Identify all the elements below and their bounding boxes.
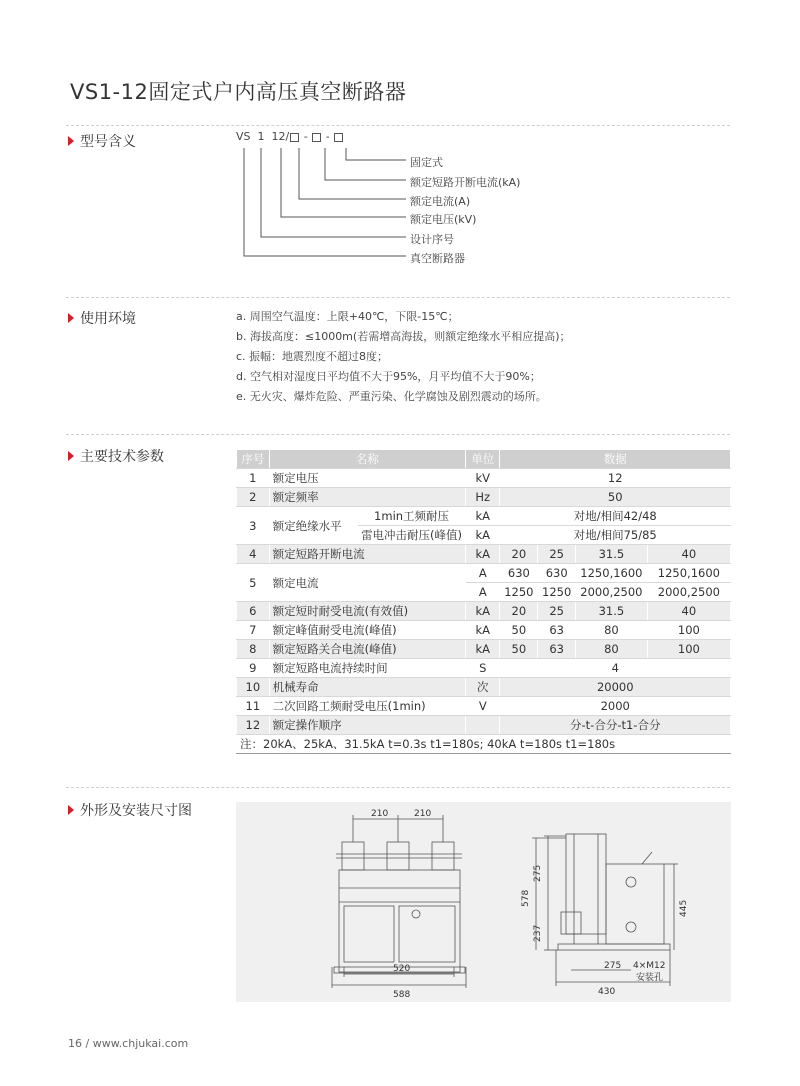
dim-label: 520 bbox=[393, 964, 411, 974]
table-row: 9 额定短路电流持续时间 S 4 bbox=[237, 659, 731, 678]
box-icon bbox=[290, 133, 299, 142]
dim-label: 210 bbox=[371, 809, 389, 819]
env-item: a. 周围空气温度：上限+40℃，下限-15℃； bbox=[236, 310, 459, 323]
dim-label: 275 bbox=[604, 961, 622, 971]
section-env-heading: 使用环境 bbox=[68, 308, 136, 328]
arrow-icon bbox=[68, 136, 74, 146]
arrow-icon bbox=[68, 805, 74, 815]
table-row: 1 额定电压 kV 12 bbox=[237, 469, 731, 488]
front-body bbox=[339, 870, 460, 972]
box-icon bbox=[312, 133, 321, 142]
dim-label: 578 bbox=[521, 889, 531, 907]
env-item: d. 空气相对湿度日平均值不大于95%，月平均值不大于90%； bbox=[236, 370, 541, 383]
dimension-drawing bbox=[236, 802, 731, 1002]
table-note-row: 注：20kA、25kA、31.5kA t=0.3s t1=180s; 40kA t=180s t1=180s bbox=[237, 735, 731, 754]
side-pole bbox=[566, 834, 606, 934]
legend-item: 额定短路开断电流(kA) bbox=[410, 176, 521, 189]
footer: 16 / www.chjukai.com bbox=[68, 1037, 189, 1050]
divider bbox=[66, 434, 730, 435]
dim-label: 445 bbox=[679, 899, 689, 917]
table-row: 雷电冲击耐压(峰值) kA 对地/相间75/85 bbox=[237, 526, 731, 545]
dim-label: 430 bbox=[598, 987, 616, 997]
table-row: 5 额定电流 A 630 630 1250,1600 1250,1600 bbox=[237, 564, 731, 583]
dim-label: 588 bbox=[393, 990, 411, 1000]
pole-left bbox=[342, 842, 364, 870]
env-item: b. 海拔高度：≤1000m(若需增高海拔，则额定绝缘水平相应提高)； bbox=[236, 330, 571, 343]
dim-label: 237 bbox=[533, 924, 543, 942]
dimension-drawing-panel bbox=[236, 802, 731, 1002]
divider bbox=[66, 787, 730, 788]
section-drawing-heading: 外形及安装尺寸图 bbox=[68, 800, 192, 820]
side-mechanism bbox=[606, 864, 664, 944]
arrow-icon bbox=[68, 451, 74, 461]
section-params-heading: 主要技术参数 bbox=[68, 446, 164, 466]
page-title: VS1-12固定式户内高压真空断路器 bbox=[70, 80, 407, 104]
front-panel-left bbox=[344, 906, 394, 962]
legend-item: 额定电流(A) bbox=[410, 195, 471, 208]
side-base bbox=[558, 944, 670, 950]
front-panel-right bbox=[399, 906, 455, 962]
dim-label: 210 bbox=[414, 809, 432, 819]
legend-item: 额定电压(kV) bbox=[410, 213, 477, 226]
legend-item: 固定式 bbox=[410, 156, 443, 169]
env-item: e. 无火灾、爆炸危险、严重污染、化学腐蚀及剧烈震动的场所。 bbox=[236, 390, 547, 403]
table-row: 12 额定操作顺序 分-t-合分-t1-合分 bbox=[237, 716, 731, 735]
table-row: A 1250 1250 2000,2500 2000,2500 bbox=[237, 583, 731, 602]
legend-item: 设计序号 bbox=[410, 233, 454, 246]
table-header-row: 序号 名称 单位 数据 bbox=[237, 450, 731, 469]
pole-middle bbox=[387, 842, 409, 870]
dim-label: 安装孔 bbox=[636, 973, 664, 983]
table-row: 2 额定频率 Hz 50 bbox=[237, 488, 731, 507]
legend-item: 真空断路器 bbox=[410, 252, 465, 265]
divider bbox=[66, 125, 730, 126]
env-item: c. 振幅：地震烈度不超过8度； bbox=[236, 350, 389, 363]
box-icon bbox=[334, 133, 343, 142]
table-row: 7 额定峰值耐受电流(峰值) kA 50 63 80 100 bbox=[237, 621, 731, 640]
arrow-icon bbox=[68, 313, 74, 323]
dim-label: 4×M12 bbox=[633, 961, 666, 971]
dim-label: 275 bbox=[533, 864, 543, 882]
table-row: 4 额定短路开断电流 kA 20 25 31.5 40 bbox=[237, 545, 731, 564]
table-row: 11 二次回路工频耐受电压(1min) V 2000 bbox=[237, 697, 731, 716]
section-model-heading: 型号含义 bbox=[68, 131, 136, 151]
table-row: 3 额定绝缘水平 1min工频耐压 kA 对地/相间42/48 bbox=[237, 507, 731, 526]
model-legend-lines bbox=[236, 145, 416, 265]
table-row: 8 额定短路关合电流(峰值) kA 50 63 80 100 bbox=[237, 640, 731, 659]
table-row: 10 机械寿命 次 20000 bbox=[237, 678, 731, 697]
parameters-table bbox=[236, 449, 731, 754]
divider bbox=[66, 297, 730, 298]
model-code: VS 1 12/ - - bbox=[236, 130, 344, 143]
table-row: 6 额定短时耐受电流(有效值) kA 20 25 31.5 40 bbox=[237, 602, 731, 621]
pole-right bbox=[432, 842, 454, 870]
